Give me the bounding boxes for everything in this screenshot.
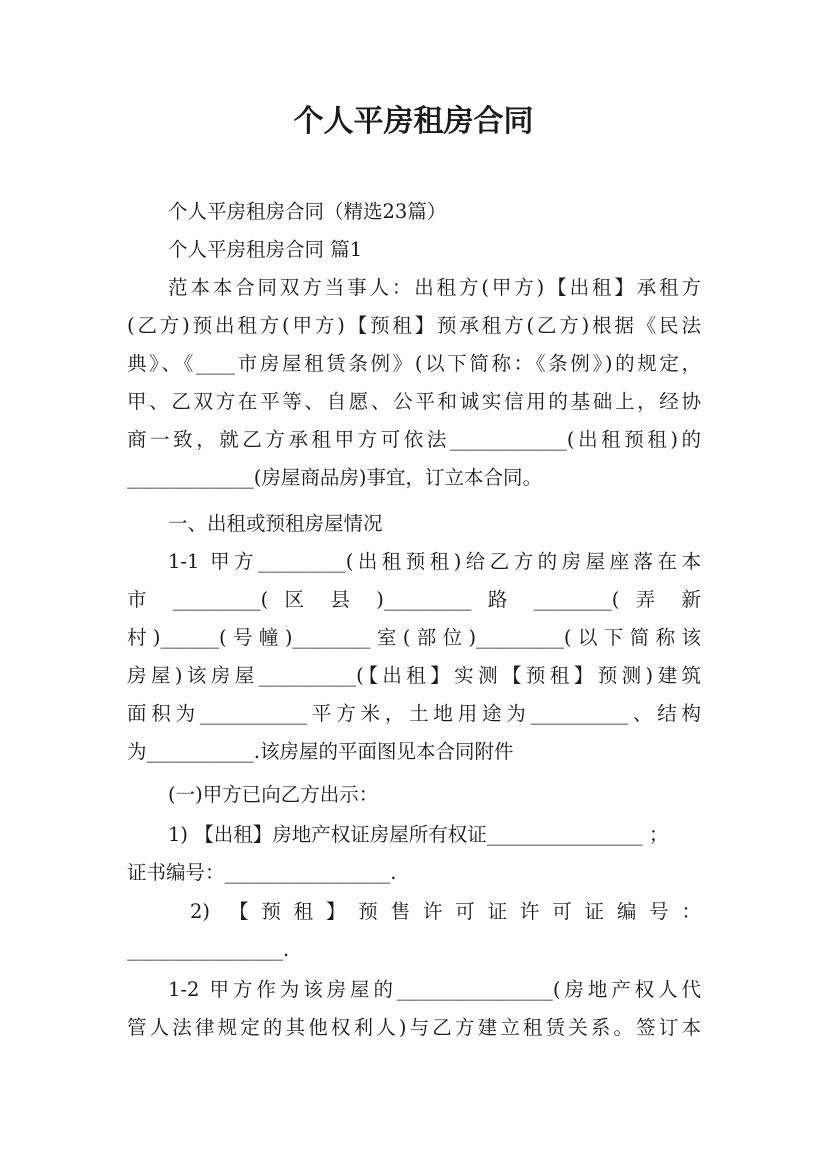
paragraph-line: 村)______(号幢)________室(部位)_________(以下简称该 (127, 626, 701, 649)
subtitle-line: 个人平房租房合同（精选23篇） (168, 200, 447, 223)
paragraph-line: 1) 【出租】房地产权证房屋所有权证________________ ； (168, 823, 669, 846)
paragraph-line: 1-1 甲方_________(出租预租)给乙方的房屋座落在本 (168, 550, 701, 573)
section-heading: 一、出租或预租房屋情况 (168, 512, 383, 535)
paragraph-line: ________________. (127, 938, 290, 961)
paragraph-line: 管人法律规定的其他权利人)与乙方建立租赁关系。签订本 (127, 1016, 701, 1039)
paragraph-line: (一)甲方已向乙方出示： (168, 783, 379, 806)
section-heading: 个人平房租房合同 篇1 (168, 238, 363, 261)
document-title: 个人平房租房合同 (293, 104, 534, 139)
paragraph-line: 典》、《____市房屋租赁条例》(以下简称：《条例》)的规定， (127, 352, 701, 375)
paragraph-line: 房屋)该房屋__________(【出租】实测【预租】预测)建筑 (127, 664, 701, 687)
paragraph-line: 为___________.该房屋的平面图见本合同附件 (127, 740, 514, 763)
paragraph-line: 证书编号：_________________. (127, 861, 397, 884)
paragraph-line: (乙方)预出租方(甲方)【预租】预承租方(乙方)根据《民法 (127, 314, 701, 337)
paragraph-line: 商一致，就乙方承租甲方可依法____________(出租预租)的 (127, 428, 701, 451)
paragraph-line: 市 _________( 区 县 )_________ 路 ________( 弄 新 (127, 588, 701, 611)
paragraph-line: 1-2 甲方作为该房屋的________________(房地产权人代 (168, 978, 701, 1001)
paragraph-line: _____________(房屋商品房)事宜，订立本合同。 (127, 466, 542, 489)
paragraph-line: 甲、乙双方在平等、自愿、公平和诚实信用的基础上，经协 (127, 390, 701, 413)
paragraph-line: 2) 【预租】预售许可证许可证编号： (190, 900, 701, 923)
paragraph-line: 面积为___________平方米，土地用途为__________、结构 (127, 702, 701, 725)
paragraph-line: 范本本合同双方当事人：出租方(甲方)【出租】承租方 (168, 276, 701, 299)
